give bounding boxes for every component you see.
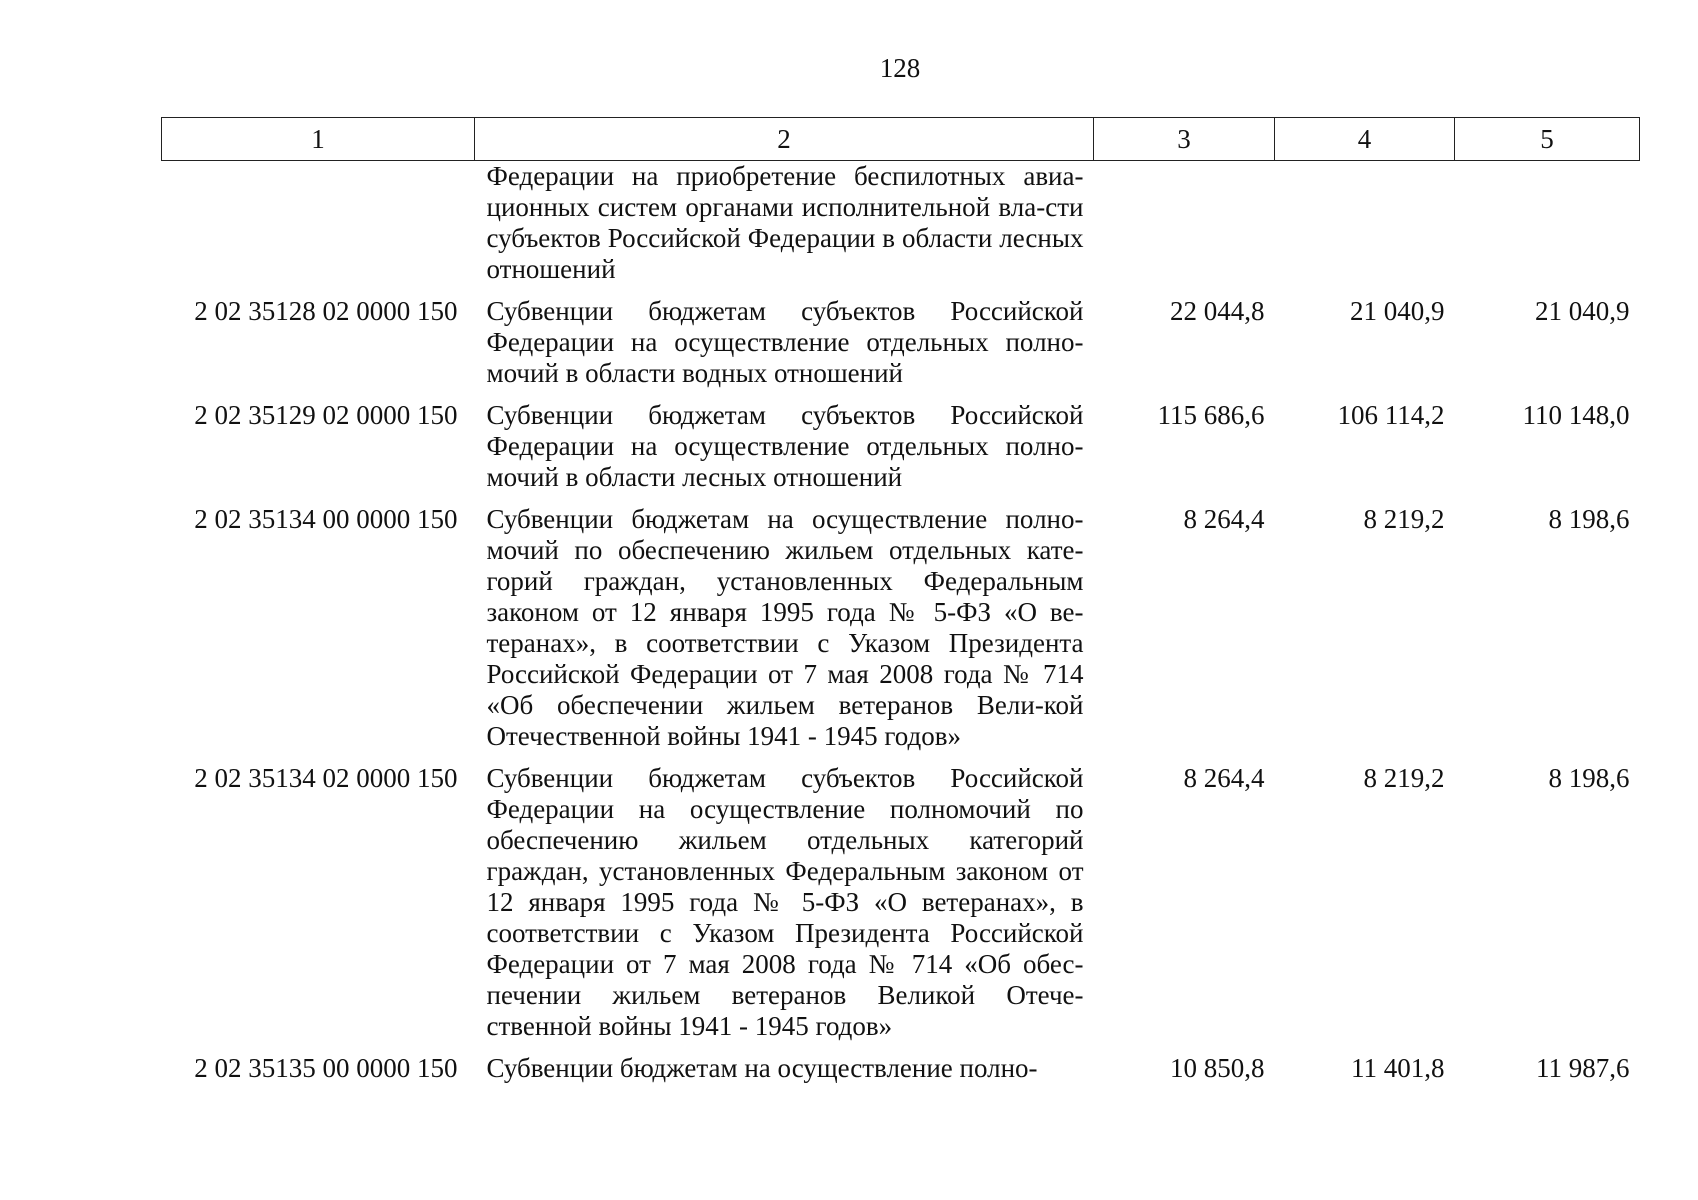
value-col-3: 22 044,8	[1170, 296, 1265, 326]
header-row	[162, 118, 1640, 161]
row-description: Субвенции бюджетам субъектов Российской Федерации на осуществление отдельных полно-мочий в области водных отношений	[486, 296, 1084, 388]
value-col-4: 106 114,2	[1337, 400, 1445, 430]
row-description: Субвенции бюджетам на осуществление полно-	[486, 1053, 1038, 1083]
table-header	[162, 118, 1640, 161]
header-cell-5: 5	[1455, 118, 1640, 161]
value-col-5: 11 987,6	[1536, 1053, 1630, 1083]
budget-code: 2 02 35134 02 0000 150	[194, 763, 458, 793]
value-col-5	[1455, 161, 1640, 297]
page-number: 128	[879, 53, 921, 83]
budget-code: 2 02 35135 00 0000 150	[194, 1053, 458, 1083]
row-description: Субвенции бюджетам субъектов Российской Федерации на осуществление отдельных полно-мочий в области лесных отношений	[486, 400, 1084, 492]
value-col-3: 115 686,6	[1157, 400, 1265, 430]
value-col-4: 21 040,9	[1350, 296, 1445, 326]
value-col-4	[1275, 161, 1455, 297]
table-row	[162, 763, 1640, 1053]
value-col-3: 10 850,8	[1170, 1053, 1265, 1083]
header-cell-1: 1	[162, 118, 475, 161]
value-col-3	[1094, 161, 1275, 297]
table-row	[162, 400, 1640, 504]
budget-code	[162, 161, 475, 297]
header-cell-4: 4	[1275, 118, 1455, 161]
row-description: Субвенции бюджетам субъектов Российской Федерации на осуществление полномочий по обеспечению жильем отдельных категорий граждан, установленных Федеральным законом от 12 января 1995 года № 5-ФЗ «О ветеранах», в соответствии с Указом Президента Российской Федерации от 7 мая 2008 года № 714 «Об обес-печении жильем ветеранов Великой Отече-ственной войны 1941 - 1945 годов»	[486, 763, 1084, 1041]
value-col-4: 11 401,8	[1351, 1053, 1445, 1083]
value-col-3: 8 264,4	[1183, 763, 1265, 793]
table-body	[162, 161, 1640, 1096]
row-description: Федерации на приобретение беспилотных авиа-ционных систем органами исполнительной вла-сти субъектов Российской Федерации в области лесных отношений	[486, 161, 1084, 284]
table-row	[162, 296, 1640, 400]
value-col-5: 8 198,6	[1548, 504, 1630, 534]
value-col-5: 21 040,9	[1535, 296, 1630, 326]
header-cell-3: 3	[1094, 118, 1275, 161]
budget-code: 2 02 35129 02 0000 150	[194, 400, 458, 430]
budget-code: 2 02 35134 00 0000 150	[194, 504, 458, 534]
table-row	[162, 161, 1640, 297]
value-col-5: 110 148,0	[1522, 400, 1630, 430]
budget-code: 2 02 35128 02 0000 150	[194, 296, 458, 326]
table-row	[162, 504, 1640, 763]
budget-table	[161, 117, 1640, 1095]
value-col-5: 8 198,6	[1548, 763, 1630, 793]
value-col-3: 8 264,4	[1183, 504, 1265, 534]
header-cell-2: 2	[475, 118, 1094, 161]
value-col-4: 8 219,2	[1363, 504, 1445, 534]
table-row	[162, 1053, 1640, 1095]
row-description: Субвенции бюджетам на осуществление полно-мочий по обеспечению жильем отдельных кате-горий граждан, установленных Федеральным законом от 12 января 1995 года № 5-ФЗ «О ве-теранах», в соответствии с Указом Президента Российской Федерации от 7 мая 2008 года № 714 «Об обеспечении жильем ветеранов Вели-кой Отечественной войны 1941 - 1945 годов»	[486, 504, 1084, 751]
value-col-4: 8 219,2	[1363, 763, 1445, 793]
